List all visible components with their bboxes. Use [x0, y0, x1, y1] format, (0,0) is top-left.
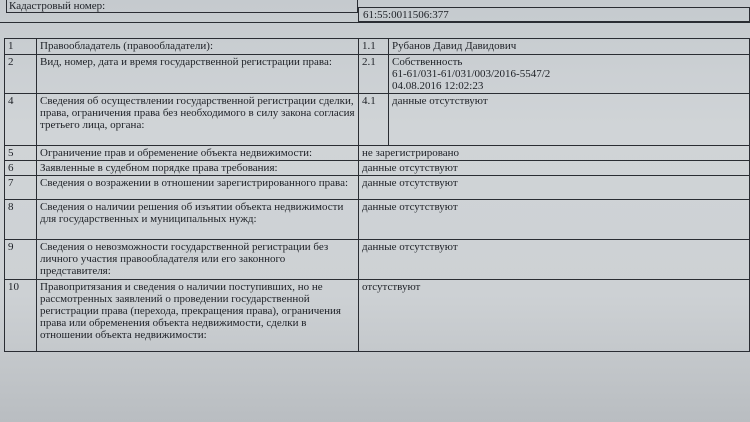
row-value: отсутствуют — [359, 280, 750, 352]
rights-table-body — [5, 39, 750, 352]
row-value: не зарегистрировано — [359, 146, 750, 161]
row-number: 10 — [5, 280, 37, 352]
row-title: Сведения о возражении в отношении зарегистрированного права: — [37, 176, 359, 200]
cadastral-number-value: 61:55:0011506:377 — [358, 7, 750, 22]
row-sub-number: 1.1 — [359, 39, 389, 55]
row-number: 1 — [5, 39, 37, 55]
row-sub-number: 4.1 — [359, 94, 389, 146]
cadastral-row — [0, 0, 750, 23]
table-row — [5, 161, 750, 176]
row-title: Правообладатель (правообладатели): — [37, 39, 359, 55]
row-title: Правопритязания и сведения о наличии поступивших, но не рассмотренных заявлений о проведении государственной регистрации права (перехода, прекращения права), ограничения права или обременения объекта недвижимости, сделки в отношении объекта недвижимости: — [37, 280, 359, 352]
row-number: 5 — [5, 146, 37, 161]
row-number: 7 — [5, 176, 37, 200]
row-title: Ограничение прав и обременение объекта недвижимости: — [37, 146, 359, 161]
row-number: 6 — [5, 161, 37, 176]
row-number: 8 — [5, 200, 37, 240]
table-row — [5, 240, 750, 280]
row-number: 4 — [5, 94, 37, 146]
table-row — [5, 200, 750, 240]
row-value: Рубанов Давид Давидович — [389, 39, 750, 55]
table-row — [5, 176, 750, 200]
row-value: Собственность 61-61/031-61/031/003/2016-5547/2 04.08.2016 12:02:23 — [389, 55, 750, 94]
row-number: 9 — [5, 240, 37, 280]
row-number: 2 — [5, 55, 37, 94]
row-title: Заявленные в судебном порядке права требования: — [37, 161, 359, 176]
cadastral-number-label: Кадастровый номер: — [6, 0, 358, 13]
row-sub-number: 2.1 — [359, 55, 389, 94]
rights-table — [4, 38, 750, 352]
row-value: данные отсутствуют — [389, 94, 750, 146]
table-row — [5, 55, 750, 94]
row-title: Сведения о наличии решения об изъятии объекта недвижимости для государственных и муниципальных нужд: — [37, 200, 359, 240]
row-title: Вид, номер, дата и время государственной регистрации права: — [37, 55, 359, 94]
row-title: Сведения об осуществлении государственной регистрации сделки, права, ограничения права без необходимого в силу закона согласия третьего лица, органа: — [37, 94, 359, 146]
table-row — [5, 94, 750, 146]
row-value: данные отсутствуют — [359, 200, 750, 240]
table-row — [5, 39, 750, 55]
row-value: данные отсутствуют — [359, 176, 750, 200]
table-row — [5, 146, 750, 161]
table-row — [5, 280, 750, 352]
row-value: данные отсутствуют — [359, 240, 750, 280]
row-title: Сведения о невозможности государственной регистрации без личного участия правообладателя или его законного представителя: — [37, 240, 359, 280]
row-value: данные отсутствуют — [359, 161, 750, 176]
